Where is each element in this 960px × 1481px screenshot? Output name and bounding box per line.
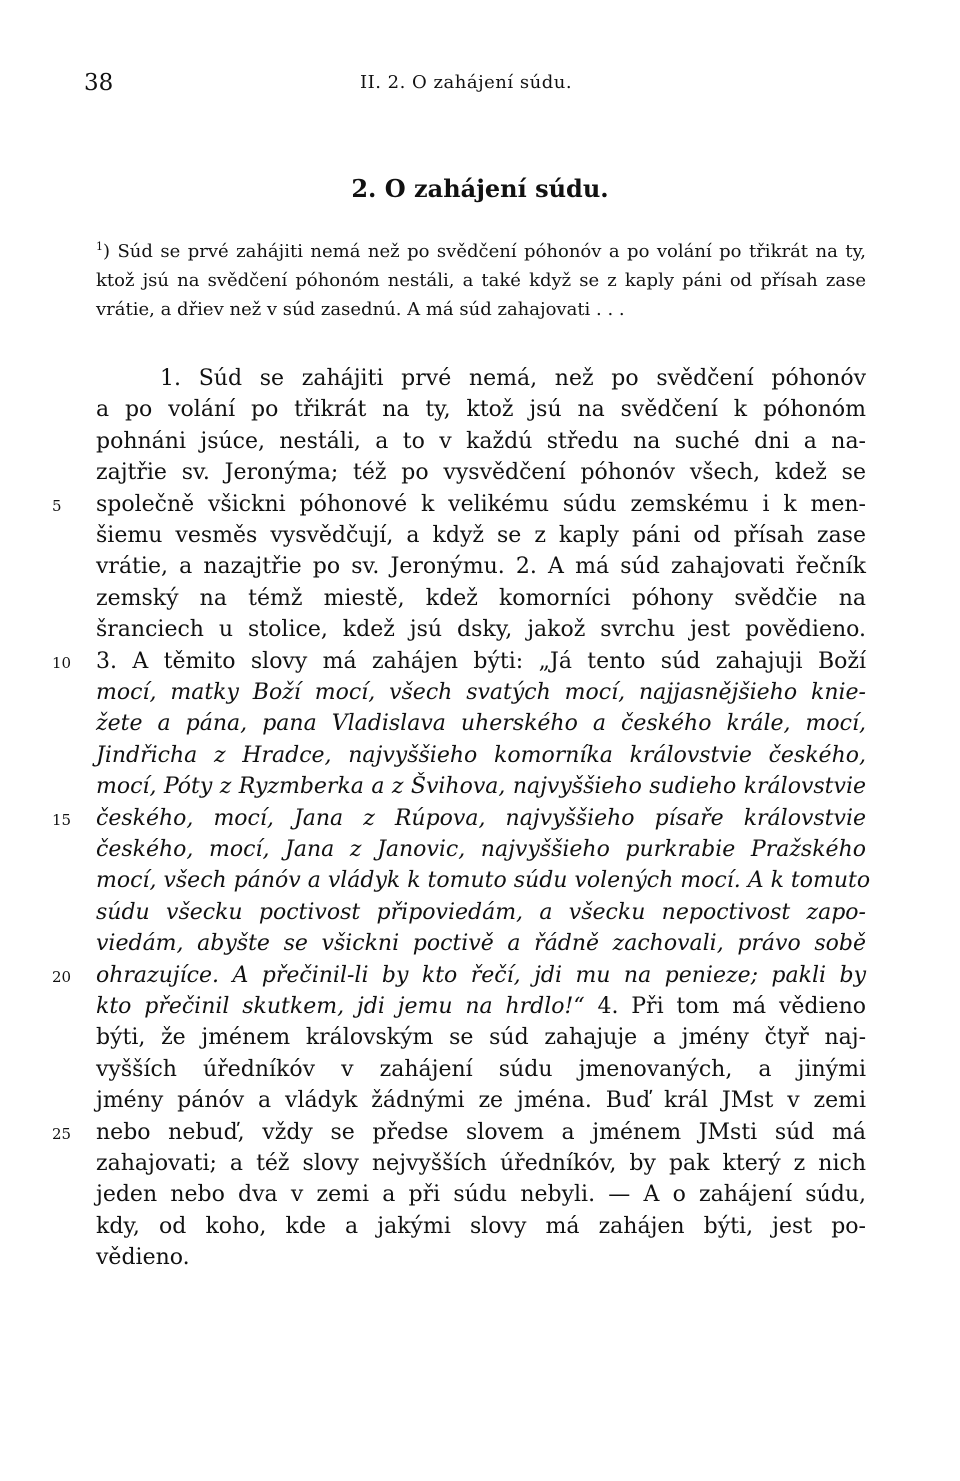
line-number: 20: [52, 968, 72, 986]
body-line: mocí, Póty z Ryzmberka a z Švihova, najvyššieho sudieho královstvie: [96, 774, 866, 799]
line-number: 10: [52, 654, 72, 672]
body-line: vědieno.: [96, 1245, 190, 1270]
body-line: býti, že jménem královským se súd zahajuje a jmény čtyř naj-: [96, 1025, 866, 1050]
body-line: jeden nebo dva v zemi a při súdu nebyli. — A o zahájení súdu,: [96, 1182, 866, 1207]
body-line: 1. Súd se zahájiti prvé nemá, než po svědčení póhonóv: [160, 366, 866, 391]
body-line: ohrazujíce. A přečinil-li by kto řečí, jdi mu na penieze; pakli by: [96, 963, 866, 988]
body-line: zahajovati; a též slovy nejvyšších úředníkóv, by pak který z nich: [96, 1151, 866, 1176]
footnote: [96, 232, 866, 324]
footnote-mark: 1: [96, 240, 103, 253]
line-number: 5: [52, 497, 62, 515]
running-head: II. 2. O zahájení súdu.: [360, 72, 573, 93]
body-line: českého, mocí, Jana z Janovic, najvyššieho purkrabie Pražského: [96, 837, 866, 862]
footnote-text: ) Súd se prvé zahájiti nemá než po svědčení póhonóv a po volání po třikrát na ty, ktož jsú na svědčení póhonóm nestáli, a také když se z kaply páni od přísah zase vrátie, a dřiev než v súd zasednú. A má súd zahajovati . . .: [96, 241, 866, 320]
body-line: jmény pánóv a vládyk žádnými ze jména. Buď král JMst v zemi: [96, 1088, 866, 1113]
body-line: súdu všecku poctivost připoviedám, a všecku nepoctivost zapo-: [96, 900, 866, 925]
body-line: viedám, abyšte se všickni poctivě a řádně zachovali, právo sobě: [96, 931, 866, 956]
body-line: šiemu vesměs vysvědčují, a když se z kaply páni od přísah zase: [96, 523, 866, 548]
body-line: kdy, od koho, kde a jakými slovy má zahájen býti, jest po-: [96, 1214, 866, 1239]
body-line: Jindřicha z Hradce, najvyššieho komorníka královstvie českého,: [96, 743, 866, 768]
body-line: společně všickni póhonové k velikému súdu zemskému i k men-: [96, 492, 866, 517]
body-line: pohnáni jsúce, nestáli, a to v každú středu na suché dni a na-: [96, 429, 866, 454]
section-title: 2. O zahájení súdu.: [351, 174, 609, 203]
body-line: mocí, matky Boží mocí, všech svatých mocí, najjasnějšieho knie-: [96, 680, 866, 705]
body-line: a po volání po třikrát na ty, ktož jsú na svědčení k póhonóm: [96, 397, 866, 422]
body-line: šranciech u stolice, kdež jsú dsky, jakož svrchu jest povědieno.: [96, 617, 866, 642]
body-line: vrátie, a nazajtřie po sv. Jeronýmu. 2. A má súd zahajovati řečník: [96, 554, 866, 579]
body-line: nebo nebuď, vždy se předse slovem a jménem JMsti súd má: [96, 1120, 866, 1145]
body-line: zajtřie sv. Jeronýma; též po vysvědčení póhonóv všech, kdež se: [96, 460, 866, 485]
body-line: 3. A těmito slovy má zahájen býti: „Já tento súd zahajuji Boží: [96, 649, 866, 674]
line-number: 15: [52, 811, 72, 829]
body-line: kto přečinil skutkem, jdi jemu na hrdlo!“ 4. Při tom má vědieno: [96, 994, 866, 1019]
body-line: mocí, všech pánóv a vládyk k tomuto súdu volených mocí. A k tomuto: [96, 868, 871, 893]
page-number: 38: [84, 70, 114, 96]
body-line: zemský na témž miestě, kdež komorníci póhony svědčie na: [96, 586, 866, 611]
body-line: žete a pána, pana Vladislava uherského a českého krále, mocí,: [96, 711, 866, 736]
body-line: českého, mocí, Jana z Rúpova, najvyššieho písaře královstvie: [96, 806, 866, 831]
body-line: vyšších úředníkóv v zahájení súdu jmenovaných, a jinými: [96, 1057, 866, 1082]
line-number: 25: [52, 1125, 72, 1143]
